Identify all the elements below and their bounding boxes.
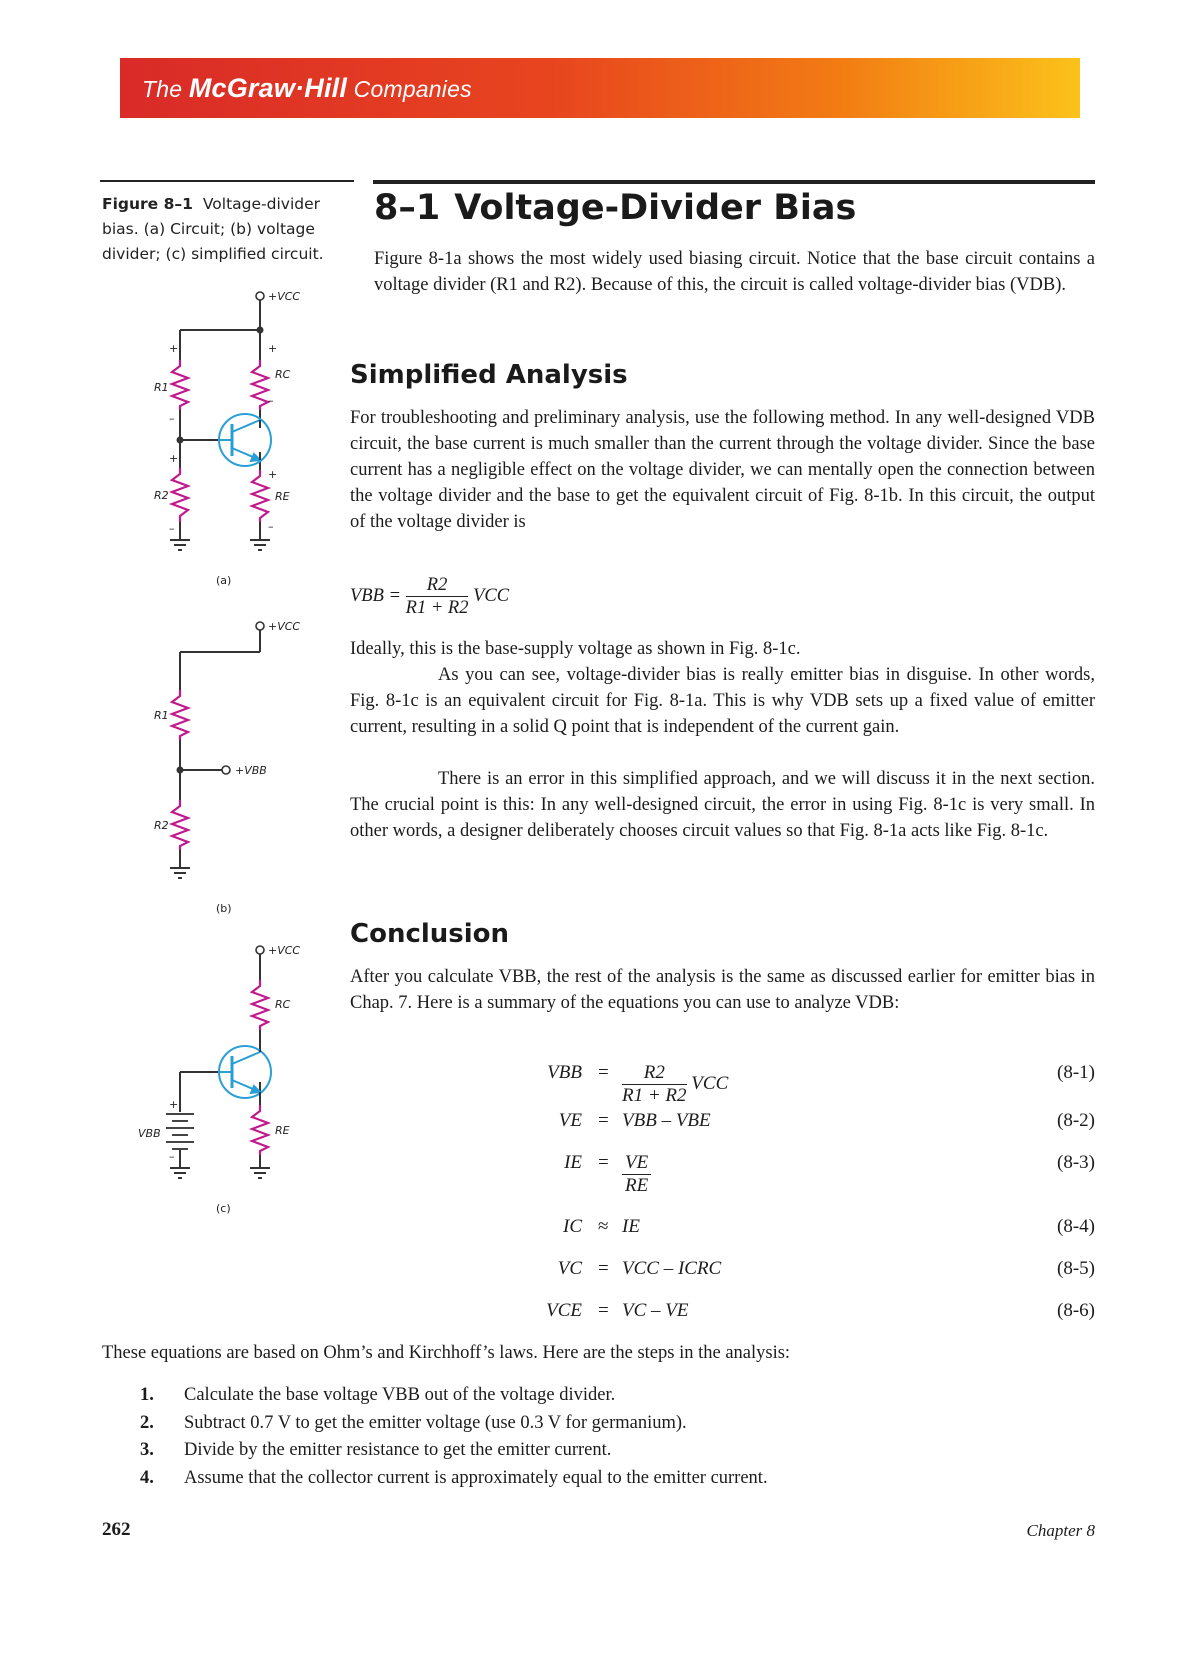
- ground-icon: [170, 1168, 190, 1178]
- vcc-label-b: +VCC: [268, 620, 301, 633]
- ground-icon: [250, 540, 270, 550]
- label-b: (b): [216, 902, 232, 915]
- re-label-c: RE: [275, 1124, 290, 1137]
- page-number: 262: [102, 1519, 131, 1540]
- r1-label-a: R1: [154, 381, 169, 394]
- analysis-steps: [140, 1382, 768, 1492]
- equation-8-4: IC ≈ IE (8-4): [563, 1216, 1095, 1237]
- svg-text:–: –: [169, 1150, 175, 1163]
- vcc-label-c: +VCC: [268, 944, 301, 957]
- resistor-re-c: [252, 1105, 268, 1155]
- equation-8-3: IE = $\frac{VE}{RE}$ (8-3): [564, 1152, 1095, 1196]
- section-rule: [373, 180, 1095, 184]
- chapter-label: Chapter 8: [1026, 1521, 1095, 1540]
- resistor-rc: [252, 360, 268, 410]
- simplified-paragraph-4: There is an error in this simplified approach, and we will discuss it in the next section. The crucial point is this: In any well-designed circuit, the error in using Fig. 8-1c is very small. In other words, a designer deliberately chooses circuit values so that Fig. 8-1a acts like Fig. 8-1c.: [350, 769, 1095, 841]
- vcc-label-a: +VCC: [268, 290, 301, 303]
- equation-8-1: VBB = $\frac{R2}{R1 + R2}$ VCC (8-1): [547, 1062, 1095, 1106]
- svg-text:–: –: [268, 520, 274, 533]
- svg-text:+: +: [169, 342, 179, 355]
- rc-label-c: RC: [275, 998, 291, 1011]
- resistor-rc-c: [252, 980, 268, 1030]
- section-title-text: Voltage-Divider Bias: [454, 188, 857, 228]
- svg-text:–: –: [268, 394, 274, 407]
- resistor-r1-b: [172, 690, 188, 740]
- resistor-re: [252, 470, 268, 522]
- inline-equation-vbb: VBB = $\frac{R2}{R1 + R2}$ VCC: [350, 575, 510, 618]
- transistor-c: [219, 1046, 271, 1098]
- section-number: 8–1: [374, 188, 441, 228]
- simplified-paragraph-1: For troubleshooting and preliminary analysis, use the following method. In any well-designed VDB circuit, the base current is much smaller than the current through the voltage divider. Since the base current has a negligible effect on the voltage divider, we can mentally open the connection between the voltage divider and the base to get the equivalent circuit of Fig. 8-1b. In this circuit, the output of the voltage divider is: [350, 408, 1095, 532]
- circuit-figure: [0, 0, 360, 1230]
- summary-paragraph: These equations are based on Ohm’s and Kirchhoff’s laws. Here are the steps in the analysis:: [102, 1343, 791, 1363]
- ground-icon: [170, 540, 190, 550]
- heading-conclusion: Conclusion: [350, 919, 510, 949]
- svg-text:+: +: [268, 468, 278, 481]
- figure-label: Figure 8–1: [102, 195, 193, 213]
- svg-text:+: +: [169, 452, 179, 465]
- r2-label-a: R2: [154, 489, 169, 502]
- simplified-paragraph-2: Ideally, this is the base-supply voltage as shown in Fig. 8-1c.: [350, 639, 801, 659]
- svg-text:–: –: [169, 412, 175, 425]
- battery-vbb: [166, 1114, 194, 1149]
- publisher-logo: The McGraw·Hill Companies: [142, 72, 472, 103]
- svg-text:–: –: [169, 522, 175, 535]
- resistor-r1: [172, 360, 188, 410]
- equation-8-2: VE = VBB – VBE (8-2): [558, 1110, 1095, 1131]
- r2-label-b: R2: [154, 819, 169, 832]
- conclusion-paragraph: After you calculate VBB, the rest of the analysis is the same as discussed earlier for emitter bias in Chap. 7. Here is a summary of the equations you can use to analyze VDB:: [350, 967, 1095, 1013]
- ground-icon: [250, 1168, 270, 1178]
- re-label-a: RE: [275, 490, 290, 503]
- equation-8-6: VCE = VC – VE (8-6): [546, 1300, 1095, 1321]
- intro-paragraph: Figure 8-1a shows the most widely used biasing circuit. Notice that the base circuit contains a voltage divider (R1 and R2). Because of this, the circuit is called voltage-divider bias (VDB).: [374, 249, 1095, 295]
- rc-label-a: RC: [275, 368, 291, 381]
- transistor-a: [219, 414, 271, 466]
- list-item: 3. Divide by the emitter resistance to get the emitter current.: [140, 1440, 612, 1460]
- vbb-label-b: +VBB: [235, 764, 267, 777]
- label-c: (c): [216, 1202, 231, 1215]
- figure-caption-text: Voltage-divider bias. (a) Circuit; (b) voltage divider; (c) simplified circuit.: [102, 195, 324, 263]
- list-item: 4. Assume that the collector current is approximately equal to the emitter current.: [140, 1467, 768, 1488]
- list-item: 2. Subtract 0.7 V to get the emitter voltage (use 0.3 V for germanium).: [140, 1412, 687, 1433]
- svg-text:+: +: [169, 1098, 179, 1111]
- section-title: [374, 188, 856, 228]
- simplified-paragraph-3: As you can see, voltage-divider bias is really emitter bias in disguise. In other words, Fig. 8-1c is an equivalent circuit for Fig. 8-1a. This is why VDB sets up a fixed value of emitter current, resulting in a solid Q point that is independent of the current gain.: [350, 665, 1095, 737]
- resistor-r2: [172, 468, 188, 522]
- label-a: (a): [216, 574, 232, 587]
- equation-8-5: VC = VCC – ICRC (8-5): [557, 1258, 1095, 1279]
- r1-label-b: R1: [154, 709, 169, 722]
- heading-simplified-analysis: Simplified Analysis: [350, 360, 628, 390]
- ground-icon: [170, 868, 190, 878]
- vbb-label-c: VBB: [138, 1127, 161, 1140]
- resistor-r2-b: [172, 800, 188, 850]
- svg-text:+: +: [268, 342, 278, 355]
- list-item: 1. Calculate the base voltage VBB out of the voltage divider.: [140, 1385, 616, 1405]
